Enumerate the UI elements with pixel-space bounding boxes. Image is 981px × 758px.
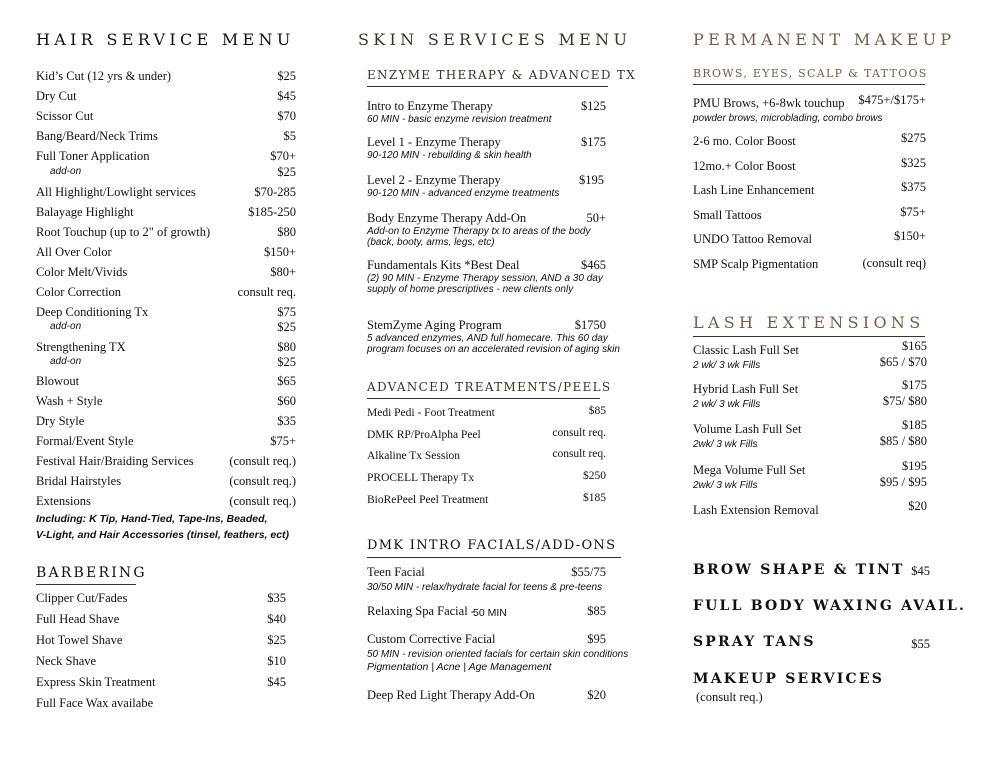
- facial-service-price: $20: [587, 688, 606, 702]
- hair-service-name: Root Touchup (up to 2" of growth): [36, 225, 211, 239]
- lash-service-price: $185: [902, 418, 927, 432]
- lash-service-name: Volume Lash Full Set: [693, 422, 802, 436]
- hair-service-name: Color Correction: [36, 285, 122, 299]
- hair-service-name: Balayage Highlight: [36, 205, 134, 219]
- pmu-service-price: $150+: [893, 229, 926, 243]
- hair-service-price: (consult req.): [229, 494, 296, 508]
- lash-fill-price: $95 / $95: [879, 475, 927, 489]
- pmu-service-name: UNDO Tattoo Removal: [693, 232, 813, 246]
- facial-service-note: Pigmentation | Acne | Age Management: [367, 661, 552, 673]
- hair-service-name: Formal/Event Style: [36, 434, 134, 448]
- hair-service-price: $80: [277, 340, 296, 354]
- lash-fill-price: $85 / $80: [879, 434, 927, 448]
- lash-service-name: Hybrid Lash Full Set: [693, 382, 799, 396]
- lash-service-price: $175: [902, 378, 927, 392]
- full-body-waxing-heading: FULL BODY WAXING AVAIL.: [693, 598, 967, 614]
- lash-service-name: Mega Volume Full Set: [693, 463, 806, 477]
- enzyme-service-note: 90-120 MIN - advanced enzyme treatments: [367, 188, 560, 199]
- barber-service-name: Full Head Shave: [36, 612, 120, 626]
- pmu-service-name: Lash Line Enhancement: [693, 183, 815, 197]
- barber-service-price: $25: [267, 633, 286, 647]
- pmu-service-note: powder brows, microblading, combo brows: [693, 113, 883, 124]
- pmu-service-name: PMU Brows, +6-8wk touchup: [693, 96, 845, 110]
- hair-service-price: $80+: [270, 265, 296, 279]
- enzyme-service-note: 90-120 MIN - rebuilding & skin health: [367, 150, 532, 161]
- lash-service-price: $165: [902, 339, 927, 353]
- facial-service-name: Custom Corrective Facial: [367, 632, 496, 646]
- enzyme-service-price: $1750: [574, 318, 606, 332]
- hair-service-price: $70-285: [254, 185, 296, 199]
- barber-service-name: Hot Towel Shave: [36, 633, 123, 647]
- enzyme-service-name: StemZyme Aging Program: [367, 318, 502, 332]
- hair-service-price: $25: [277, 320, 296, 334]
- enzyme-service-price: $195: [579, 173, 604, 187]
- hair-service-price: (consult req.): [229, 454, 296, 468]
- hair-service-name: Strengthening TX: [36, 340, 126, 354]
- pmu-service-price: $375: [901, 180, 926, 194]
- facial-service-note: 50 MIN - revision oriented facials for certain skin conditions: [367, 649, 629, 660]
- pmu-service-price: $475+/$175+: [858, 93, 926, 107]
- pmu-service-price: $75+: [900, 205, 926, 219]
- pmu-service-price: (consult req): [862, 256, 926, 270]
- brow-shape-tint-price: $45: [911, 564, 930, 578]
- hair-service-name: Full Toner Application: [36, 149, 150, 163]
- lash-fill-note: 2 wk/ 3 wk Fills: [693, 360, 761, 371]
- hair-service-name: Color Melt/Vivids: [36, 265, 128, 279]
- enzyme-service-name: Body Enzyme Therapy Add-On: [367, 211, 527, 225]
- permanent-makeup-title: PERMANENT MAKEUP: [693, 30, 956, 49]
- hair-service-name: All Highlight/Lowlight services: [36, 185, 196, 199]
- lash-service-price: $195: [902, 459, 927, 473]
- hair-service-name: add-on: [50, 166, 82, 177]
- enzyme-service-note: 5 advanced enzymes, AND full homecare. This 60 day: [367, 333, 608, 344]
- lash-service-price: $20: [908, 499, 927, 513]
- hair-service-name: add-on: [50, 356, 82, 367]
- enzyme-service-note: Add-on to Enzyme Therapy tx to areas of the body: [367, 226, 591, 237]
- brow-shape-tint-heading: BROW SHAPE & TINT: [693, 562, 905, 578]
- enzyme-service-name: Intro to Enzyme Therapy: [367, 99, 493, 113]
- enzyme-service-price: 50+: [586, 211, 606, 225]
- lash-service-name: Classic Lash Full Set: [693, 343, 799, 357]
- advanced-service-name: BioRePeel Peel Treatment: [367, 494, 489, 506]
- advanced-service-price: consult req.: [552, 448, 606, 460]
- dmk-facials-heading: DMK INTRO FACIALS/ADD-ONS: [367, 538, 621, 558]
- hair-service-name: Extensions: [36, 494, 91, 508]
- advanced-service-name: DMK RP/ProAlpha Peel: [367, 429, 481, 441]
- enzyme-service-name: Level 2 - Enzyme Therapy: [367, 173, 501, 187]
- facial-service-note: 30/50 MIN - relax/hydrate facial for teens & pre-teens: [367, 582, 603, 593]
- pmu-service-price: $325: [901, 156, 926, 170]
- enzyme-service-price: $175: [581, 135, 606, 149]
- hair-service-price: $25: [277, 355, 296, 369]
- extensions-note-line-1: Including: K Tip, Hand-Tied, Tape-Ins, Beaded,: [36, 513, 268, 525]
- advanced-service-name: PROCELL Therapy Tx: [367, 472, 475, 484]
- hair-service-price: $70+: [270, 149, 296, 163]
- hair-service-name: Bridal Hairstyles: [36, 474, 122, 488]
- lash-fill-price: $65 / $70: [879, 355, 927, 369]
- enzyme-service-name: Fundamentals Kits *Best Deal: [367, 258, 520, 272]
- pmu-service-name: SMP Scalp Pigmentation: [693, 257, 819, 271]
- hair-service-name: add-on: [50, 321, 82, 332]
- hair-service-price: (consult req.): [229, 474, 296, 488]
- pmu-service-price: $275: [901, 131, 926, 145]
- hair-service-price: $80: [277, 225, 296, 239]
- enzyme-service-price: $125: [581, 99, 606, 113]
- hair-service-price: $25: [277, 69, 296, 83]
- barber-service-price: $10: [267, 654, 286, 668]
- enzyme-service-note: supply of home prescriptives - new clients only: [367, 284, 574, 295]
- barber-service-name: Neck Shave: [36, 654, 97, 668]
- barber-service-price: $35: [267, 591, 286, 605]
- enzyme-service-note: (2) 90 MIN - Enzyme Therapy session, AND a 30 day: [367, 273, 603, 284]
- hair-service-price: $25: [277, 165, 296, 179]
- facial-service-name: Relaxing Spa Facial -: [367, 604, 475, 618]
- hair-service-name: Dry Style: [36, 414, 85, 428]
- lash-fill-note: 2 wk/ 3 wk Fills: [693, 399, 761, 410]
- hair-service-price: consult req.: [237, 285, 296, 299]
- advanced-service-price: $250: [583, 470, 606, 482]
- skin-menu-title: SKIN SERVICES MENU: [358, 30, 632, 49]
- hair-service-price: $35: [277, 414, 296, 428]
- hair-service-name: Blowout: [36, 374, 80, 388]
- hair-service-name: All Over Color: [36, 245, 112, 259]
- hair-service-price: $150+: [263, 245, 296, 259]
- lash-fill-note: 2wk/ 3 wk Fills: [693, 439, 758, 450]
- hair-service-name: Kid’s Cut (12 yrs & under): [36, 69, 172, 83]
- lash-fill-note: 2wk/ 3 wk Fills: [693, 480, 758, 491]
- advanced-service-name: Medi Pedi - Foot Treatment: [367, 407, 495, 419]
- hair-service-price: $185-250: [248, 205, 296, 219]
- barber-service-name: Express Skin Treatment: [36, 675, 156, 689]
- spray-tans-heading: SPRAY TANS: [693, 634, 816, 650]
- barbering-title: BARBERING: [36, 565, 136, 585]
- enzyme-service-name: Level 1 - Enzyme Therapy: [367, 135, 501, 149]
- pmu-service-name: 12mo.+ Color Boost: [693, 159, 796, 173]
- hair-service-name: Deep Conditioning Tx: [36, 305, 149, 319]
- enzyme-service-note: program focuses on an accelerated revision of aging skin: [367, 344, 620, 355]
- pmu-service-name: 2-6 mo. Color Boost: [693, 134, 796, 148]
- advanced-service-name: Alkaline Tx Session: [367, 450, 461, 462]
- lash-fill-price: $75/ $80: [882, 394, 927, 408]
- facial-service-name: Deep Red Light Therapy Add-On: [367, 688, 535, 702]
- pmu-subtitle: BROWS, EYES, SCALP & TATTOOS: [693, 67, 925, 85]
- enzyme-therapy-heading: ENZYME THERAPY & ADVANCED TX: [367, 68, 608, 87]
- barber-service-price: $45: [267, 675, 286, 689]
- barber-service-name: Clipper Cut/Fades: [36, 591, 128, 605]
- hair-service-price: $70: [277, 109, 296, 123]
- advanced-treatments-heading: ADVANCED TREATMENTS/PEELS: [367, 380, 600, 399]
- advanced-service-price: $185: [583, 492, 606, 504]
- pmu-service-name: Small Tattoos: [693, 208, 762, 222]
- extensions-note-line-2: V-Light, and Hair Accessories (tinsel, feathers, ect): [36, 529, 290, 541]
- spray-tans-price: $55: [911, 637, 930, 651]
- hair-service-price: $75+: [270, 434, 296, 448]
- hair-service-price: $75: [277, 305, 296, 319]
- hair-service-name: Festival Hair/Braiding Services: [36, 454, 194, 468]
- hair-service-price: $65: [277, 374, 296, 388]
- hair-service-name: Bang/Beard/Neck Trims: [36, 129, 158, 143]
- enzyme-service-note: (back, booty, arms, legs, etc): [367, 237, 495, 248]
- lash-extensions-title: LASH EXTENSIONS: [693, 313, 925, 337]
- barber-service-price: $40: [267, 612, 286, 626]
- facial-duration: 50 MIN: [473, 607, 507, 619]
- advanced-service-price: consult req.: [552, 427, 606, 439]
- hair-menu-title: HAIR SERVICE MENU: [36, 30, 295, 49]
- hair-service-price: $60: [277, 394, 296, 408]
- hair-service-name: Dry Cut: [36, 89, 77, 103]
- hair-service-price: $5: [283, 129, 296, 143]
- hair-service-name: Wash + Style: [36, 394, 103, 408]
- full-face-wax-note: Full Face Wax availabe: [36, 696, 154, 710]
- facial-service-name: Teen Facial: [367, 565, 425, 579]
- hair-service-name: Scissor Cut: [36, 109, 94, 123]
- makeup-services-note: (consult req.): [696, 690, 763, 704]
- makeup-services-heading: MAKEUP SERVICES: [693, 671, 885, 687]
- enzyme-service-note: 60 MIN - basic enzyme revision treatment: [367, 114, 552, 125]
- lash-service-name: Lash Extension Removal: [693, 503, 819, 517]
- facial-service-price: $95: [587, 632, 606, 646]
- advanced-service-price: $85: [588, 405, 606, 417]
- hair-service-price: $45: [277, 89, 296, 103]
- facial-service-price: $85: [587, 604, 606, 618]
- enzyme-service-price: $465: [581, 258, 606, 272]
- facial-service-price: $55/75: [571, 565, 606, 579]
